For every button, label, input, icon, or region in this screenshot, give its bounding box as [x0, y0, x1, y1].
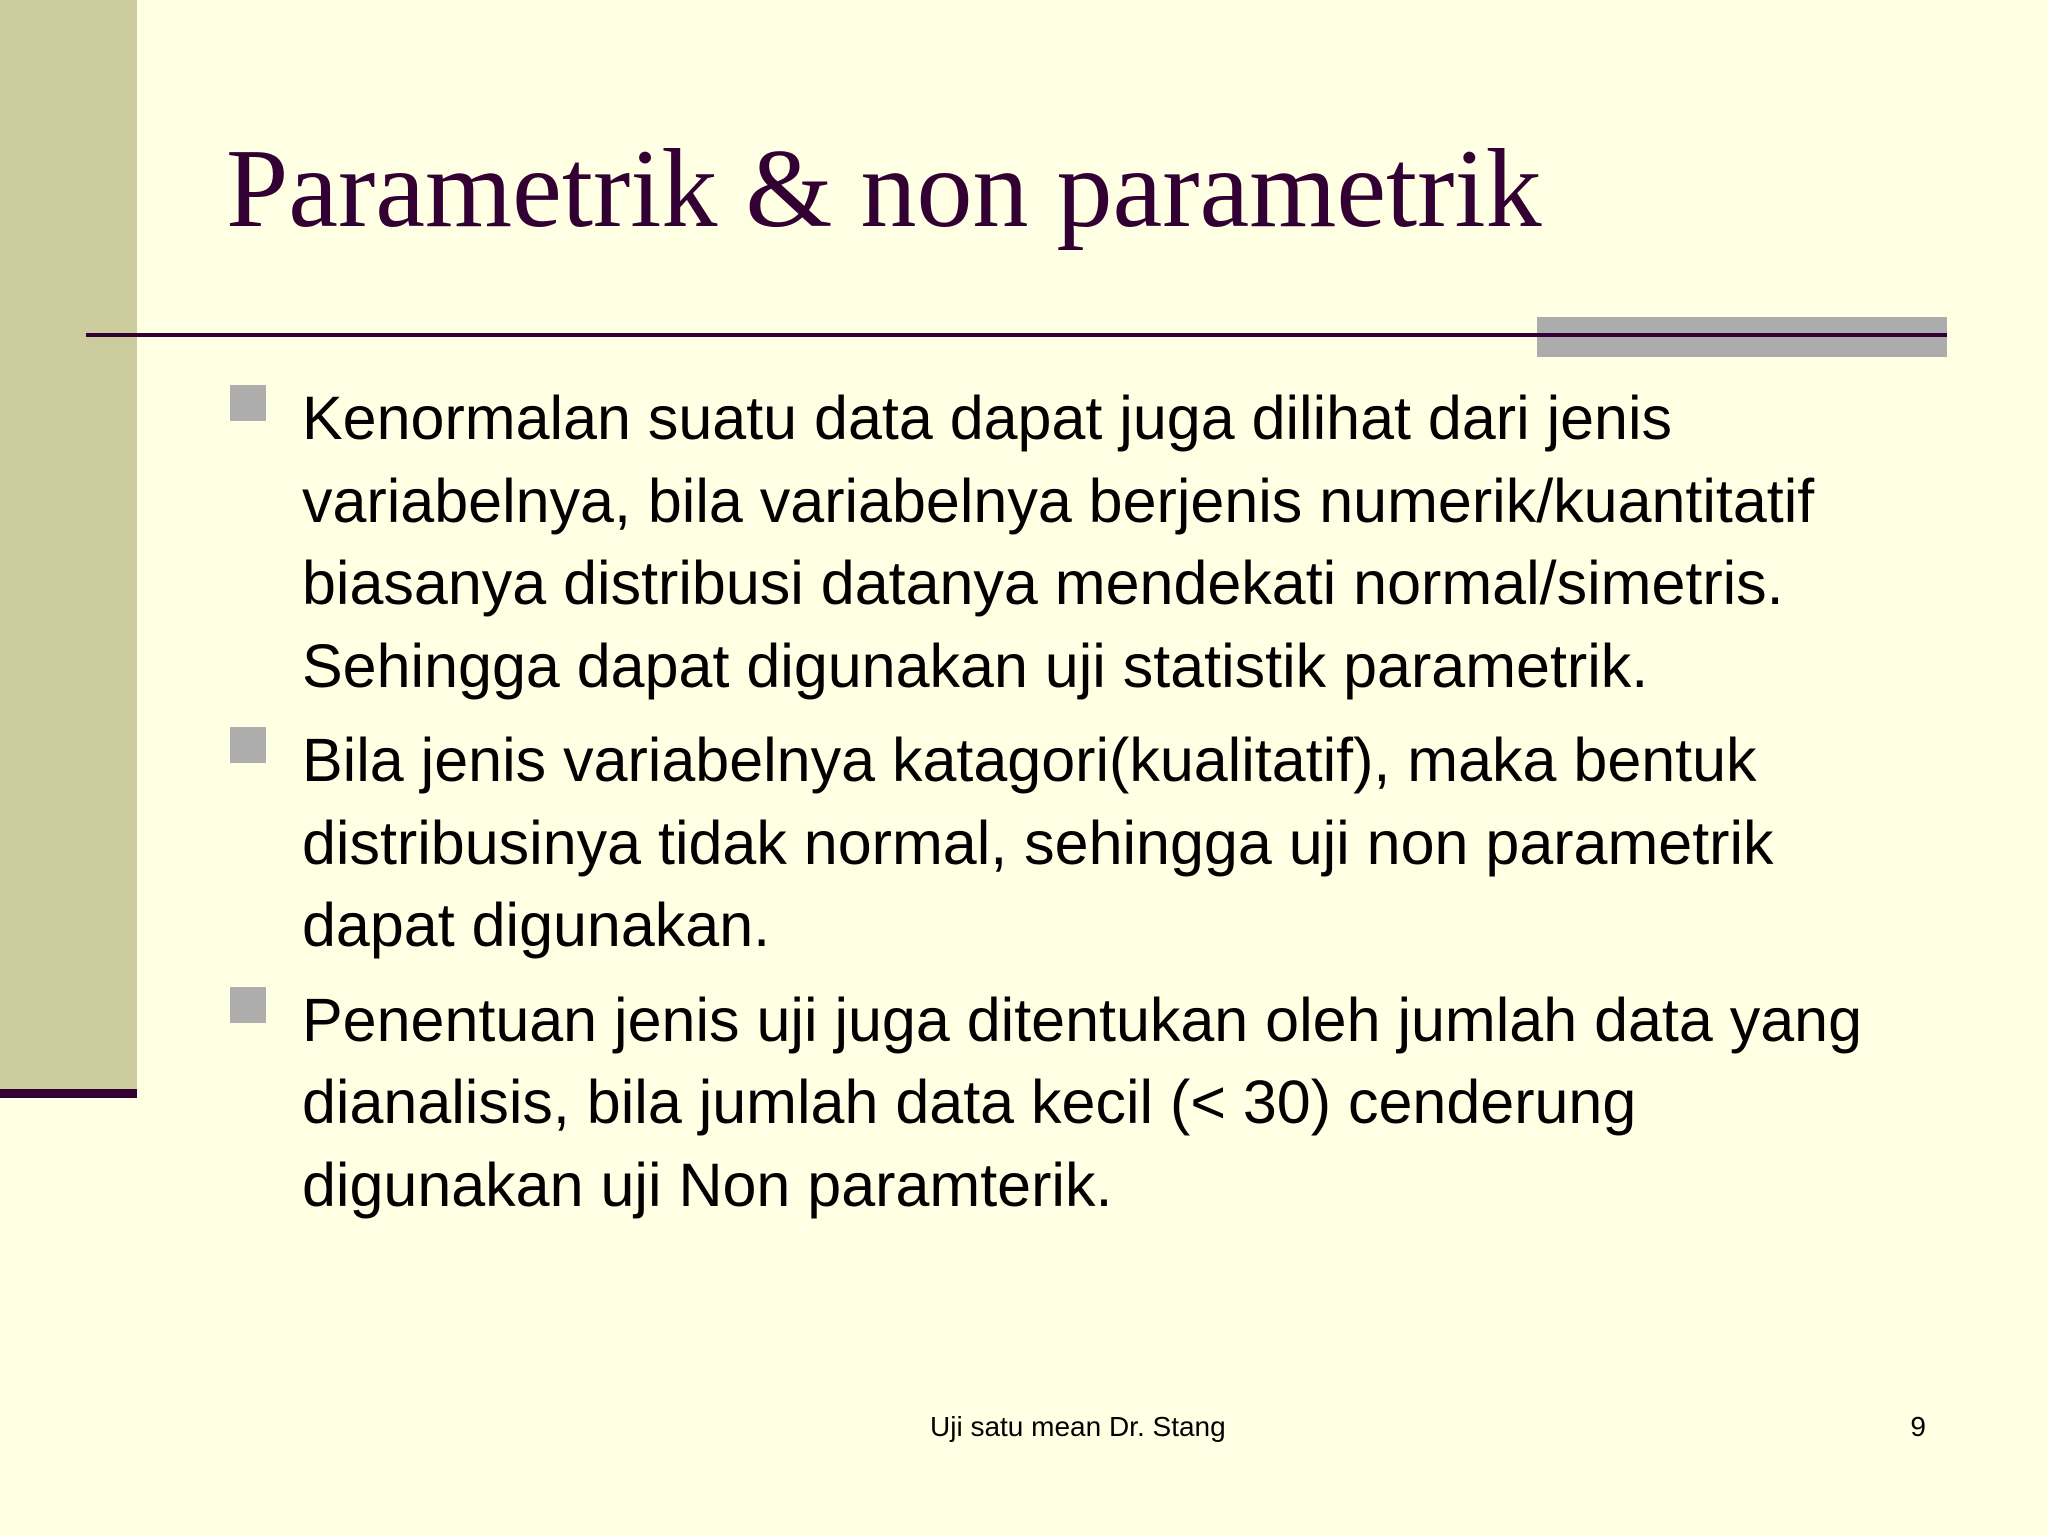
- title-accent-bar: [1537, 317, 1947, 357]
- bullet-text: Bila jenis variabelnya katagori(kualitatif), maka bentuk distribusinya tidak normal, sehingga uji non parametrik dapat digunakan.: [302, 726, 1774, 959]
- bullet-text: Penentuan jenis uji juga ditentukan oleh jumlah data yang dianalisis, bila jumlah data kecil (< 30) cenderung digunakan uji Non paramterik.: [302, 985, 1863, 1219]
- bullet-list: [230, 377, 1910, 1238]
- bullet-item: [230, 719, 1910, 967]
- slide-title: Parametrik & non parametrik: [226, 127, 1542, 251]
- left-decorative-band: [0, 0, 137, 1090]
- square-bullet-icon: [230, 727, 266, 763]
- square-bullet-icon: [230, 987, 266, 1023]
- bullet-item: [230, 979, 1910, 1227]
- slide-footer: Uji satu mean Dr. Stang: [930, 1411, 1226, 1442]
- bullet-item: [230, 377, 1910, 707]
- left-band-rule: [0, 1089, 137, 1098]
- bullet-text: Kenormalan suatu data dapat juga dilihat dari jenis variabelnya, bila variabelnya berjenis numerik/kuantitatif biasanya distribusi datanya mendekati normal/simetris. Sehingga dapat digunakan uji statistik parametrik.: [302, 384, 1815, 700]
- slide-number: 9: [1910, 1411, 1926, 1442]
- square-bullet-icon: [230, 385, 266, 421]
- title-divider: [86, 333, 1947, 337]
